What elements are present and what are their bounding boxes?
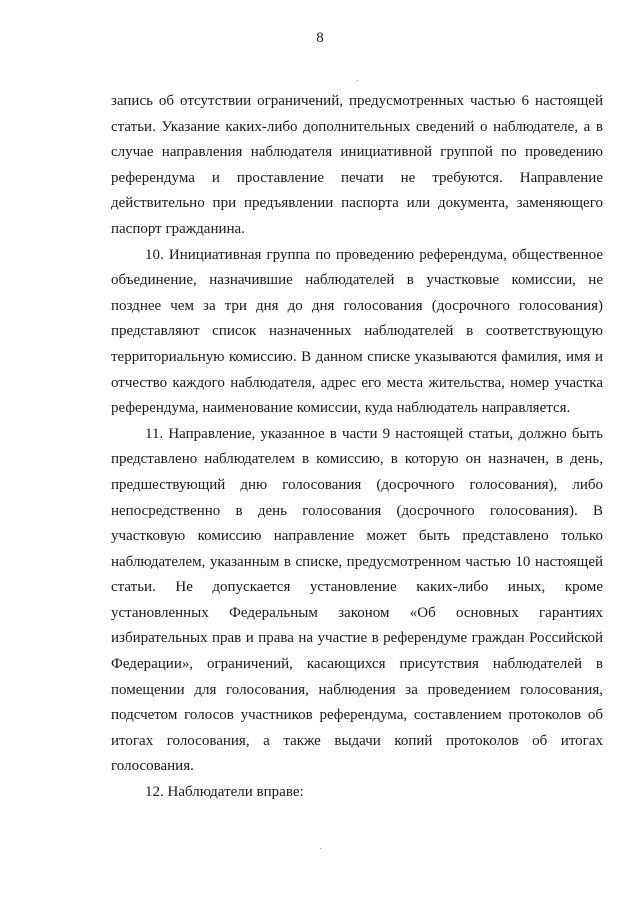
scan-speck: [320, 848, 321, 849]
page-number: 8: [316, 30, 324, 46]
scan-speck: [357, 80, 358, 81]
paragraph-12: 12. Наблюдатели вправе:: [145, 784, 304, 801]
document-body: [111, 89, 603, 806]
paragraph-continuation: запись об отсутствии ограничений, предусмотренных частью 6 настоящей статьи. Указание каких-либо дополнительных сведений о наблюдателе, а в случае направления наблюдателя инициативной группой по проведению референдума и проставление печати не требуются. Направление действительно при предъявлении паспорта или документа, заменяющего паспорт гражданина.: [111, 93, 603, 237]
paragraph-11: 11. Направление, указанное в части 9 настоящей статьи, должно быть представлено наблюдателем в комиссию, в которую он назначен, в день, предшествующий дню голосования (досрочного голосования), либо непосредственно в день голосования (досрочного голосования). В участковую комиссию направление может быть представлено только наблюдателем, указанным в списке, предусмотренном частью 10 настоящей статьи. Не допускается установление каких-либо иных, кроме установленных Федеральным законом «Об основных гарантиях избирательных прав и права на участие в референдуме граждан Российской Федерации», ограничений, касающихся присутствия наблюдателей в помещении для голосования, наблюдения за проведением голосования, подсчетом голосов участников референдума, составлением протоколов об итогах голосования, а также выдачи копий протоколов об итогах голосования.: [111, 425, 603, 775]
paragraph-10: 10. Инициативная группа по проведению референдума, общественное объединение, назначившие наблюдателей в участковые комиссии, не позднее чем за три дня до дня голосования (досрочного голосования) представляют список назначенных наблюдателей в соответствующую территориальную комиссию. В данном списке указываются фамилия, имя и отчество каждого наблюдателя, адрес его места жительства, номер участка референдума, наименование комиссии, куда наблюдатель направляется.: [111, 246, 603, 417]
